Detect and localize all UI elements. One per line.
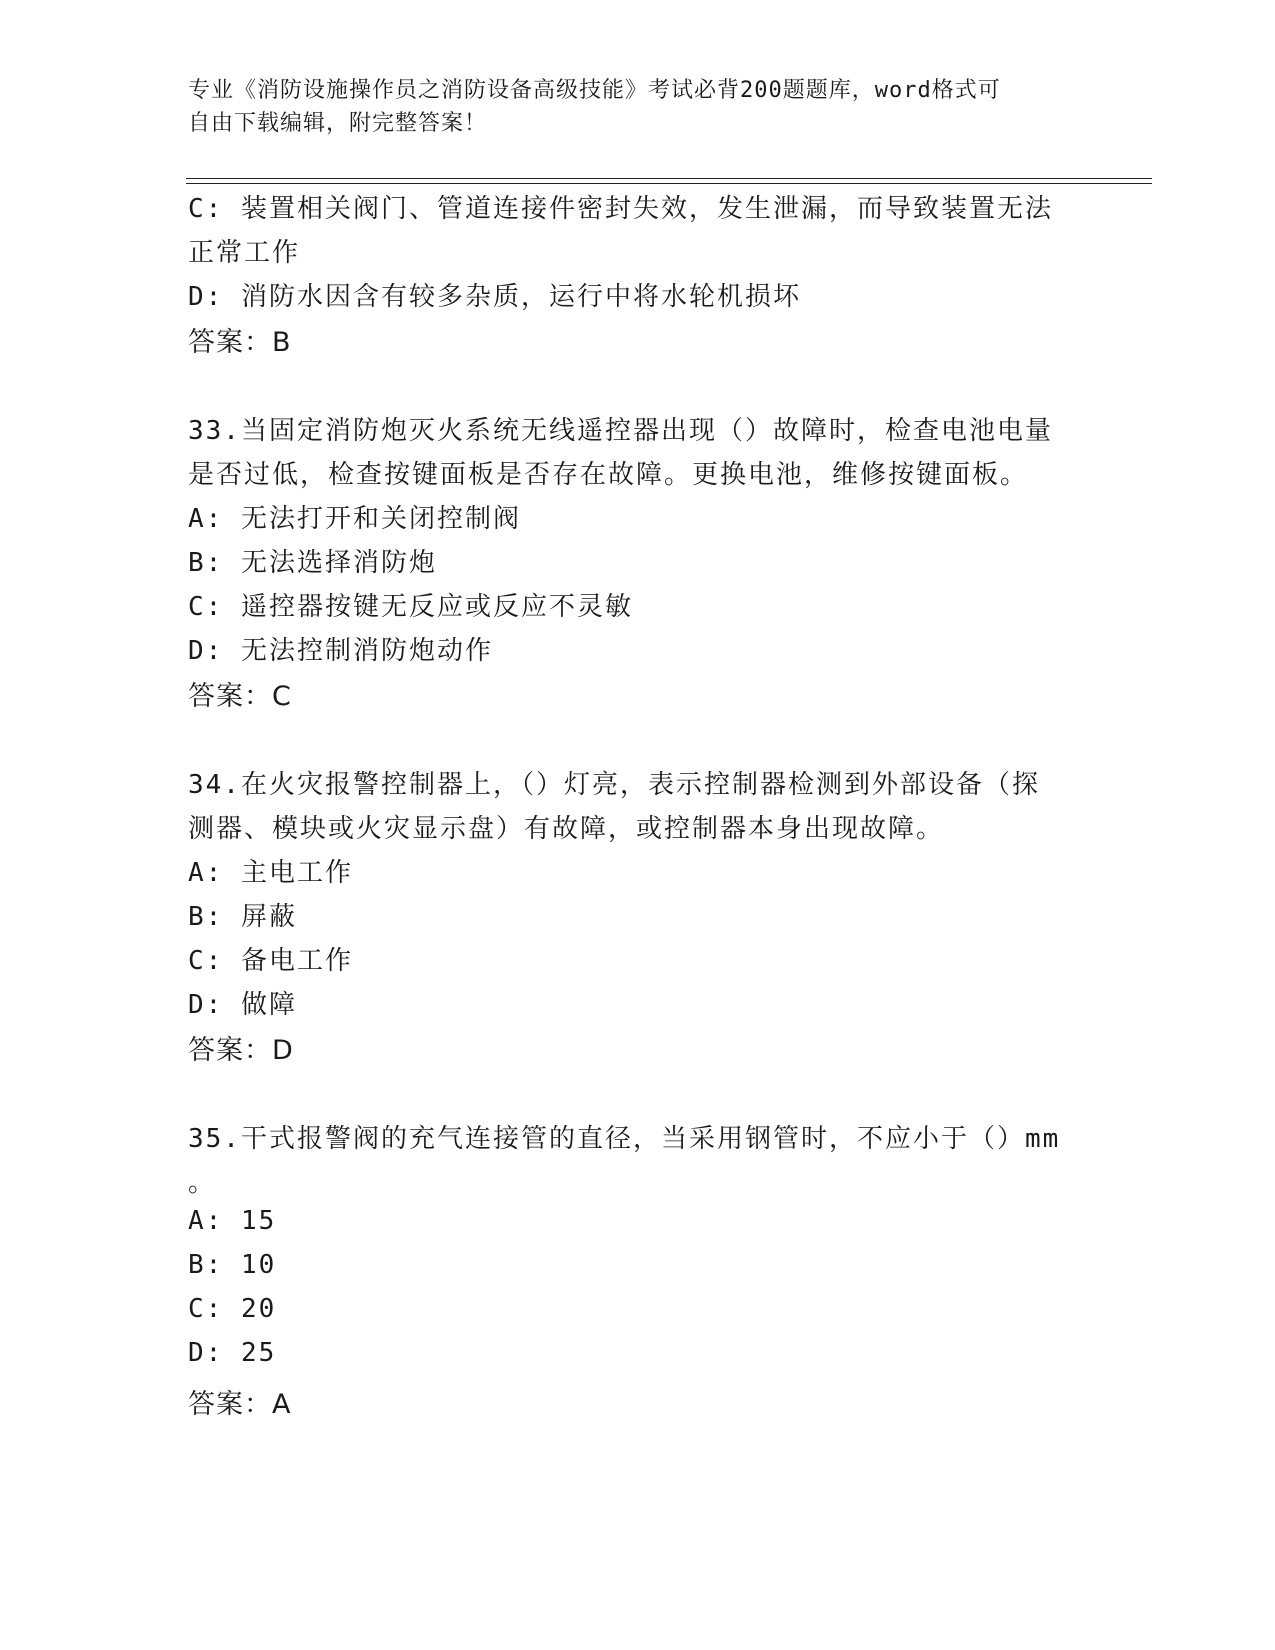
q33-option-a: A: 无法打开和关闭控制阀 [188, 504, 521, 534]
q35-option-b: B: 10 [188, 1250, 277, 1280]
header-line-1: 专业《消防设施操作员之消防设备高级技能》考试必背200题题库，word格式可 [188, 78, 1001, 103]
q34-stem-line-2: 测器、模块或火灾显示盘）有故障，或控制器本身出现故障。 [188, 814, 945, 844]
q33-option-c: C: 遥控器按键无反应或反应不灵敏 [188, 592, 633, 622]
header-line-2: 自由下载编辑，附完整答案！ [188, 111, 488, 136]
prev-option-c-line-1: C: 装置相关阀门、管道连接件密封失效，发生泄漏，而导致装置无法 [188, 194, 1053, 224]
header-divider-bottom [186, 183, 1152, 184]
q35-answer: 答案：A [188, 1389, 292, 1420]
q35-stem-line-2: 。 [188, 1168, 217, 1198]
q34-stem-line-1: 34.在火灾报警控制器上，（）灯亮，表示控制器检测到外部设备（探 [188, 770, 1040, 800]
prev-option-c-line-2: 正常工作 [188, 238, 301, 268]
q34-option-d: D: 做障 [188, 990, 297, 1020]
q33-answer: 答案：C [188, 681, 292, 712]
q33-stem-line-2: 是否过低，检查按键面板是否存在故障。更换电池，维修按键面板。 [188, 460, 1029, 490]
q35-stem-line-1: 35.干式报警阀的充气连接管的直径，当采用钢管时，不应小于（）mm [188, 1124, 1061, 1154]
q34-option-b: B: 屏蔽 [188, 902, 297, 932]
q34-option-a: A: 主电工作 [188, 858, 353, 888]
q35-option-c: C: 20 [188, 1294, 277, 1324]
q35-option-a: A: 15 [188, 1206, 277, 1236]
q34-option-c: C: 备电工作 [188, 946, 353, 976]
prev-option-d: D: 消防水因含有较多杂质，运行中将水轮机损坏 [188, 282, 801, 312]
document-header [188, 74, 1088, 140]
q33-option-b: B: 无法选择消防炮 [188, 548, 437, 578]
q33-stem-line-1: 33.当固定消防炮灭火系统无线遥控器出现（）故障时，检查电池电量 [188, 416, 1053, 446]
q34-answer: 答案：D [188, 1035, 294, 1066]
q33-option-d: D: 无法控制消防炮动作 [188, 636, 493, 666]
header-divider-top [186, 178, 1152, 179]
prev-answer: 答案：B [188, 327, 292, 358]
q35-option-d: D: 25 [188, 1338, 277, 1368]
